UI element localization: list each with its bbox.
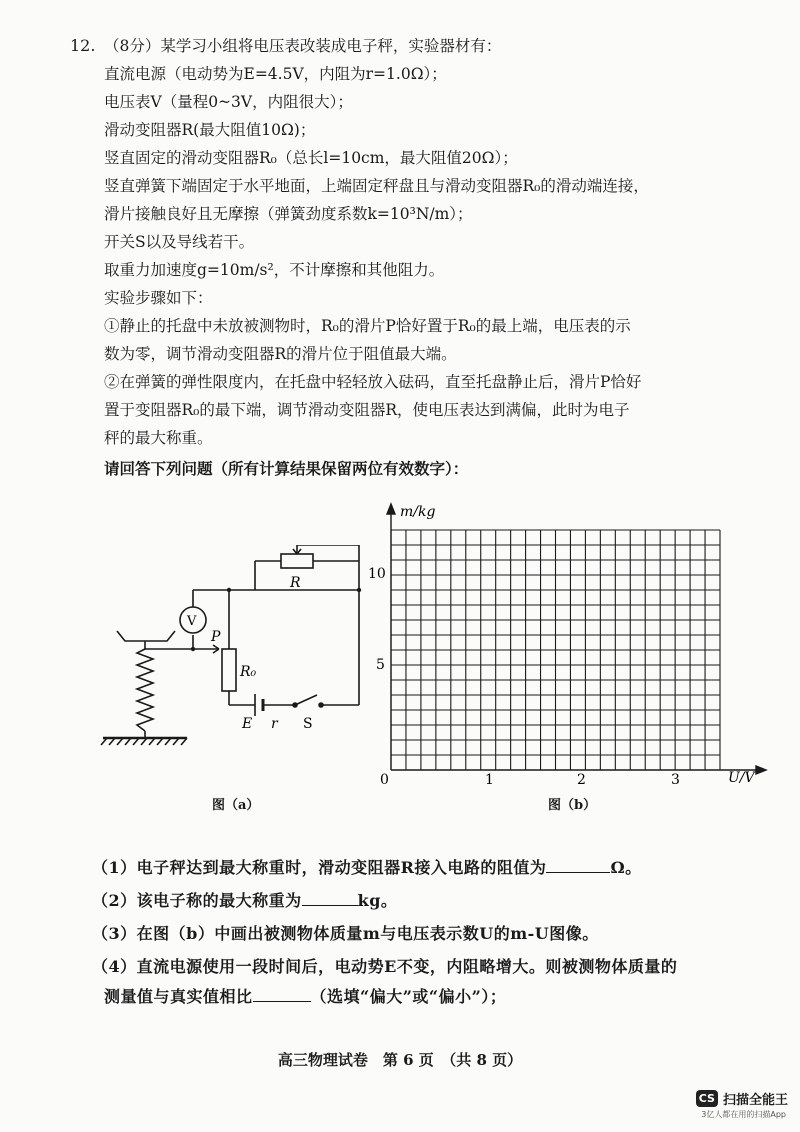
scanner-brand: 扫描全能王 xyxy=(722,1093,788,1108)
sub-question-2 xyxy=(92,888,397,911)
figure-a-circuit xyxy=(95,545,385,755)
page-footer: 高三物理试卷 第 6 页 （共 8 页） xyxy=(277,1051,523,1069)
sub-question-4-cont-text: 测量值与真实值相比 xyxy=(104,987,253,1006)
step-line-5: 秤的最大称重。 xyxy=(104,429,213,447)
y-axis-arrow xyxy=(387,504,395,514)
question-header: （8分）某学习小组将电压表改装成电子秤，实验器材有： xyxy=(104,37,502,55)
r0-label: R₀ xyxy=(240,664,257,680)
x-tick-label-3: 3 xyxy=(671,772,680,788)
sub-question-3 xyxy=(92,921,599,944)
y-tick-label-5: 5 xyxy=(376,657,385,673)
question-number: 12. xyxy=(70,36,96,55)
scanner-tagline: 3亿人都在用的扫描App xyxy=(701,1110,786,1119)
sub-question-2-unit: kg。 xyxy=(357,891,398,910)
r-label: R xyxy=(290,575,301,591)
x-tick-label-2: 2 xyxy=(577,772,586,788)
answer-blank-4[interactable] xyxy=(253,987,311,1002)
scanner-logo-icon: CS xyxy=(696,1090,718,1107)
material-power-source: 直流电源（电动势为E=4.5V，内阻为r=1.0Ω）； xyxy=(104,65,447,83)
steps-title: 实验步骤如下： xyxy=(104,289,213,307)
step-line-4: 置于变阻器R₀的最下端，调节滑动变阻器R，使电压表达到满偏，此时为电子 xyxy=(104,401,630,419)
material-switch: 开关S以及导线若干。 xyxy=(104,233,255,251)
material-spring-line1: 竖直弹簧下端固定于水平地面，上端固定秤盘且与滑动变阻器R₀的滑动端连接， xyxy=(104,177,649,195)
material-gravity: 取重力加速度g=10m/s²，不计摩擦和其他阻力。 xyxy=(104,261,445,279)
material-spring-line2: 滑片接触良好且无摩擦（弹簧劲度系数k=10³N/m）； xyxy=(104,205,473,223)
answer-blank-1[interactable] xyxy=(546,858,610,873)
step-line-1: ①静止的托盘中未放被测物时，R₀的滑片P恰好置于R₀的最上端，电压表的示 xyxy=(104,317,631,335)
sub-question-2-text: （2）该电子称的最大称重为 xyxy=(92,891,302,910)
sub-question-3-text: （3）在图（b）中画出被测物体质量m与电压表示数U的m-U图像。 xyxy=(92,924,599,943)
sub-question-4-cont xyxy=(104,984,506,1007)
switch-label: S xyxy=(303,716,313,732)
y-axis-label: m/kg xyxy=(400,504,436,520)
scanner-watermark xyxy=(696,1088,788,1108)
voltmeter-label: V xyxy=(187,614,197,629)
sub-question-1 xyxy=(92,855,642,878)
material-voltmeter: 电压表V（量程0~3V，内阻很大）； xyxy=(104,93,353,111)
x-tick-label-1: 1 xyxy=(485,772,494,788)
x-axis-label: U/V xyxy=(728,770,755,786)
sub-question-4-text: （4）直流电源使用一段时间后，电动势E不变，内阻略增大。则被测物体质量的 xyxy=(92,957,678,976)
answer-prompt: 请回答下列问题（所有计算结果保留两位有效数字）： xyxy=(104,459,469,478)
x-axis-arrow xyxy=(756,766,766,774)
y-tick-label-10: 10 xyxy=(368,566,386,582)
sub-question-4-options: （选填“偏大”或“偏小”）； xyxy=(310,987,507,1006)
figure-a-caption: 图（a） xyxy=(212,798,260,813)
figure-b-caption: 图（b） xyxy=(548,798,597,813)
sub-question-1-text: （1）电子秤达到最大称重时，滑动变阻器R接入电路的阻值为 xyxy=(92,858,547,877)
slider-p-label: P xyxy=(211,629,221,645)
material-rheostat-R0: 竖直固定的滑动变阻器R₀（总长l=10cm，最大阻值20Ω）； xyxy=(104,149,518,167)
answer-blank-2[interactable] xyxy=(302,891,358,906)
origin-tick-label: 0 xyxy=(380,772,389,788)
step-line-3: ②在弹簧的弹性限度内，在托盘中轻轻放入砝码，直至托盘静止后，滑片P恰好 xyxy=(104,373,642,391)
figure-b-chart xyxy=(360,500,780,800)
sub-question-1-unit: Ω。 xyxy=(610,858,642,877)
material-rheostat-R: 滑动变阻器R(最大阻值10Ω)； xyxy=(104,121,316,139)
e-label: E xyxy=(242,716,253,732)
step-line-2: 数为零，调节滑动变阻器R的滑片位于阻值最大端。 xyxy=(104,345,457,363)
sub-question-4 xyxy=(92,954,677,977)
internal-r-label: r xyxy=(271,716,278,732)
